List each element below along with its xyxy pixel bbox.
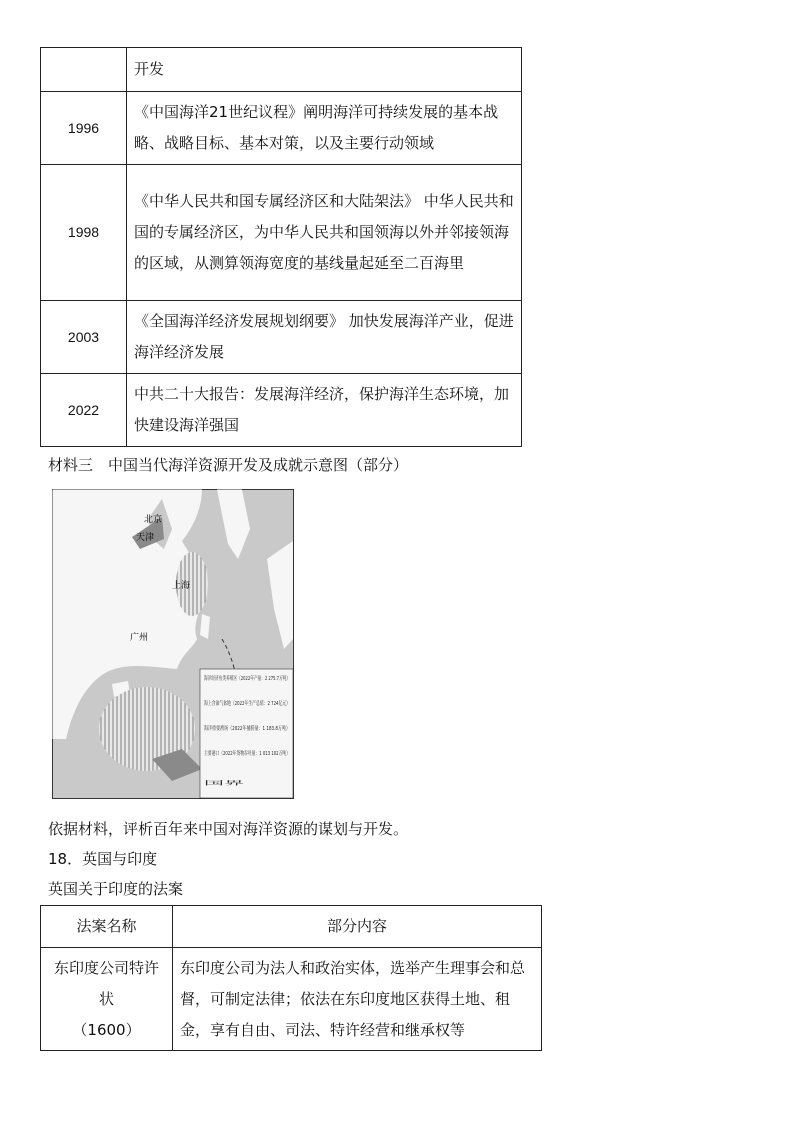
table-row (41, 948, 542, 1051)
law-name-cont: 状 (98, 989, 114, 1008)
law-name-cell (41, 948, 173, 1051)
law-year: （1600） (72, 1020, 141, 1039)
city-label: 广州 (130, 633, 149, 643)
question-text: 依据材料，评析百年来中国对海洋资源的谋划与开发。 (48, 820, 409, 838)
table-header-row (41, 906, 542, 948)
city-label: 北京 (144, 515, 163, 525)
material-caption: 材料三 中国当代海洋资源开发及成就示意图（部分） (48, 456, 409, 474)
column-header: 法案名称 (41, 906, 173, 948)
content-cell: 《全国海洋经济发展规划纲要》 加快发展海洋产业，促进海洋经济发展 (127, 301, 522, 374)
city-label: 上海 (172, 581, 191, 591)
city-label: 天津 (136, 533, 155, 543)
law-content-cell: 东印度公司为法人和政治实体，选举产生理事会和总督，可制定法律；依法在东印度地区获得土地、租金，享有自由、司法、特许经营和继承权等 (173, 948, 542, 1051)
table-row (41, 374, 522, 447)
policy-table (40, 47, 522, 447)
legend-item: 海洋重要渔场（2022年捕捞量：1 183.8万吨） (204, 726, 324, 732)
legend-item: 国界 (204, 781, 216, 787)
year-cell: 2003 (41, 301, 127, 374)
content-cell: 《中国海洋21世纪议程》阐明海洋可持续发展的基本战略、战略目标、基本对策，以及主要行动领域 (127, 92, 522, 165)
ocean-resources-map (52, 489, 335, 799)
legend-item: 海洋经济鱼类养殖区（2022年产量：2 275.7万吨） (204, 676, 335, 682)
legend-item: 主要港口（2022年货物吞吐量：1 013 102万吨） (204, 751, 331, 757)
law-table (40, 905, 542, 1051)
year-cell: 1998 (41, 165, 127, 301)
table-row (41, 301, 522, 374)
content-cell: 开发 (127, 48, 522, 92)
column-header: 部分内容 (173, 906, 542, 948)
content-cell: 《中华人民共和国专属经济区和大陆架法》 中华人民共和国的专属经济区，为中华人民共和国领海以外并邻接领海的区域，从测算领海宽度的基线量起延至二百海里 (127, 165, 522, 301)
year-cell: 1996 (41, 92, 127, 165)
map-legend (200, 669, 335, 798)
table-row (41, 92, 522, 165)
legend-item: 海上含油气盆地（2022年生产总值：2 724亿元） (204, 701, 330, 707)
table-row (41, 165, 522, 301)
question-title: 18．英国与印度 (48, 850, 158, 868)
law-name: 东印度公司特许 (53, 958, 159, 977)
table-caption: 英国关于印度的法案 (48, 880, 184, 898)
year-cell: 2022 (41, 374, 127, 447)
content-cell: 中共二十大报告：发展海洋经济，保护海洋生态环境，加快建设海洋强国 (127, 374, 522, 447)
table-row (41, 48, 522, 92)
year-cell (41, 48, 127, 92)
